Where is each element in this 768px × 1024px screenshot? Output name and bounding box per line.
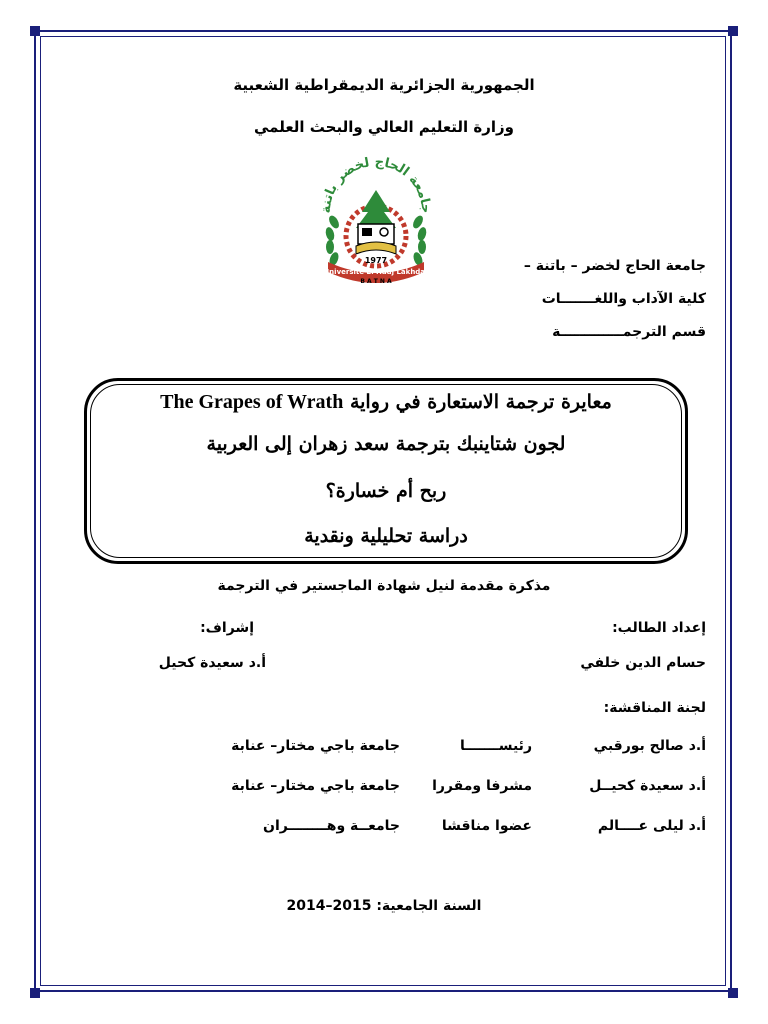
title-line-2: لجون شتاينبك بترجمة سعد زهران إلى العربية: [206, 433, 566, 455]
laurel-left-icon: [324, 214, 341, 267]
republic-heading: الجمهورية الجزائرية الديمقراطية الشعبية: [233, 76, 535, 94]
academic-year: [0, 898, 768, 914]
committee-member-role: رئيســـــــا: [459, 738, 532, 754]
logo-year: 1977: [364, 256, 388, 265]
supervisor-name: أ.د سعيدة كحيل: [158, 655, 266, 671]
logo-arc-text: جامعة الحاج لخضر باتنة: [318, 154, 434, 214]
academic-year-value: 2014–2015: [286, 898, 372, 914]
title-line-3: ربح أم خسارة؟: [325, 480, 447, 502]
student-name: حسام الدين خلفي: [580, 655, 706, 671]
faculty-name: كلية الآداب واللغـــــــات: [541, 291, 706, 307]
title-line-1: [87, 391, 685, 414]
open-book-icon: [356, 242, 396, 254]
committee-member-role: مشرفا ومقررا: [432, 778, 532, 794]
supervisor-label: إشراف:: [200, 620, 254, 636]
ministry-heading: وزارة التعليم العالي والبحث العلمي: [253, 118, 515, 136]
committee-member-university: جامعــة وهــــــــران: [263, 818, 400, 834]
committee-member-name: أ.د صالح بورقبي: [593, 738, 706, 754]
academic-year-label: السنة الجامعية:: [376, 898, 482, 914]
committee-label: لجنة المناقشة:: [603, 700, 706, 716]
thesis-subtitle: مذكرة مقدمة لنيل شهادة الماجستير في الترجمة: [217, 578, 551, 594]
border-corner: [30, 26, 40, 36]
logo-city: B A T N A: [360, 278, 392, 285]
title-line-1-english: The Grapes of Wrath: [160, 391, 344, 413]
title-line-1-arabic: معايرة ترجمة الاستعارة في رواية: [349, 391, 612, 413]
border-corner: [728, 988, 738, 998]
committee-member-name: أ.د ليلى عــــالم: [597, 818, 706, 834]
committee-member-name: أ.د سعيدة كحيــل: [589, 778, 706, 794]
student-label: إعداد الطالب:: [612, 620, 706, 636]
border-corner: [30, 988, 40, 998]
logo-band-text: Université El Hadj Lakhdar: [323, 268, 429, 276]
university-logo: [312, 150, 440, 286]
laurel-right-icon: [411, 214, 428, 267]
border-corner: [728, 26, 738, 36]
committee-member-university: جامعة باجي مختار– عنابة: [231, 738, 400, 754]
committee-member-role: عضوا مناقشا: [441, 818, 532, 834]
thesis-title-box: [84, 378, 688, 564]
title-line-4: دراسة تحليلية ونقدية: [304, 525, 468, 547]
department-name: قسم الترجمـــــــــــــة: [552, 324, 706, 340]
university-name: جامعة الحاج لخضر – باتنة –: [523, 258, 706, 274]
committee-member-university: جامعة باجي مختار– عنابة: [231, 778, 400, 794]
